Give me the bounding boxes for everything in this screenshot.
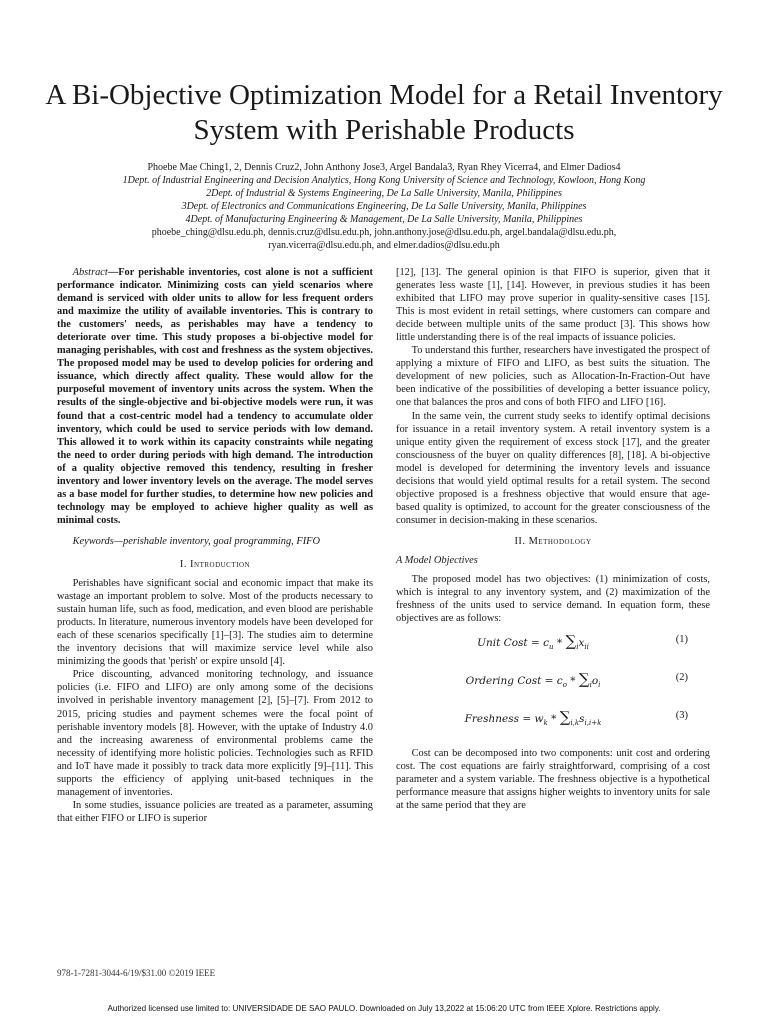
affiliation-3: 3Dept. of Electronics and Communications Engineering, De La Salle University, Manila, Philippines xyxy=(181,201,587,212)
license-notice: Authorized licensed use limited to: UNIVERSIDADE DE SAO PAULO. Downloaded on July 13,2022 at 15:06:20 UTC from IEEE Xplore. Restrictions apply. xyxy=(107,1004,661,1013)
closing-paragraph: Cost can be decomposed into two components: unit cost and ordering cost. The cost equations are fairly straightforward, comprising of a cost parameter and a system variable. The freshness objective is a hypothetical performance measure that assigns higher weights to inventory units for sale at the same period that they are xyxy=(396,748,710,812)
affiliation-2: 2Dept. of Industrial & Systems Engineering, De La Salle University, Manila, Philippines xyxy=(206,188,562,199)
right-paragraph-3: In the same vein, the current study seeks to identify optimal decisions for issuance in a retail inventory system. A retail inventory system is a unique entity given the requirement of excess stock [17], and the greater consciousness of the buyer on quality differences [8], [18]. A bi-objective model is developed for determining the inventory levels and issuance decisions that would yield optimal results for a retail system. The second objective proposed is a freshness objective that would ensure that age-based quality is optimized, to account for the greater consciousness of the consumer in decision-making in these scenarios. xyxy=(396,410,710,526)
abstract-text: —For perishable inventories, cost alone is not a sufficient performance indicator. Minimizing costs can yield scenarios where demand is serviced with older units to allow for less frequent orders and maximize the utility of available inventories. This is contrary to the customers' needs, as perishables may have a tendency to deteriorate over time. This study proposes a bi-objective model for managing perishables, with cost and freshness as the system objectives. The proposed model may be used to develop policies for ordering and issuance, which directly affect quality. These would allow for the purposeful movement of inventory units across the system. When the results of the single-objective and bi-objective models were run, it was found that a cost-centric model had a tendency to accumulate older inventory, which could be used to service periods with low demand. This allowed it to work within its capacity constraints while negating the need to order during periods with high demand. The introduction of a quality objective removed this tendency, resulting in fresher inventory and lower inventory levels on the average. The model serves as a base model for further studies, to determine how new policies and technology may be employed to achieve higher quality as well as minimal costs. xyxy=(57,267,373,526)
equation-number-2: (2) xyxy=(675,672,688,684)
abstract xyxy=(57,266,373,527)
email-line-2: ryan.vicerra@dlsu.edu.ph, and elmer.dadios@dlsu.edu.ph xyxy=(268,240,500,251)
affiliation-4: 4Dept. of Manufacturing Engineering & Management, De La Salle University, Manila, Philippines xyxy=(185,214,583,225)
equation-3: Freshness = $w_k * \sum_{i,k}s_{i,i+k}$ (3) xyxy=(464,708,688,728)
right-paragraph-1: [12], [13]. The general opinion is that FIFO is superior, given that it generates less waste [1], [14]. However, in previous studies it has been exhibited that LIFO may prove superior in quality-sensitive cases [15]. This is most evident in retail settings, where customers can compare and decide between multiple units of the same product [3]. This shows how little understanding there is of the real impacts of issuance policies. xyxy=(396,267,710,344)
author-list: Phoebe Mae Ching1, 2, Dennis Cruz2, John Anthony Jose3, Argel Bandala3, Ryan Rhey Vicerra4, and Elmer Dadios4 xyxy=(147,162,621,173)
copyright-code: 978-1-7281-3044-6/19/$31.00 ©2019 IEEE xyxy=(57,968,216,978)
equation-1: Unit Cost = $c_u * \sum_ix_{ii}$ (1) xyxy=(477,632,688,652)
paper-title: A Bi-Objective Optimization Model for a Retail Inventory System with Perishable Products xyxy=(45,79,723,146)
left-column xyxy=(57,266,373,825)
subsection-heading-model-objectives: A Model Objectives xyxy=(396,554,478,566)
equation-2: Ordering Cost = $c_o * \sum_io_i$ (2) xyxy=(465,670,688,690)
section-heading-introduction: I. Introduction xyxy=(179,558,251,570)
right-column xyxy=(396,266,710,812)
section-heading-methodology: II. Methodology xyxy=(514,535,592,547)
email-line-1: phoebe_ching@dlsu.edu.ph, dennis.cruz@dlsu.edu.ph, john.anthony.jose@dlsu.edu.ph, argel.bandala@dlsu.edu.ph, xyxy=(151,227,617,238)
intro-paragraph-3: In some studies, issuance policies are treated as a parameter, assuming that either FIFO or LIFO is superior xyxy=(57,799,373,824)
affiliation-1: 1Dept. of Industrial Engineering and Decision Analytics, Hong Kong University of Science and Technology, Kowloon, Hong Kong xyxy=(122,175,646,186)
abstract-lead: Abstract xyxy=(72,267,108,278)
intro-paragraph-2: Price discounting, advanced monitoring technology, and issuance policies (i.e. FIFO and LIFO) are only among some of the decisions involved in perishable inventory management [2], [5]–[7]. From 2012 to 2015, pricing studies and payment schemes were the focal point of perishable inventory models [8]. However, with the uptake of Industry 4.0 and the increasing awareness of environmental problems came the necessity of identifying more holistic policies. Technologies such as RFID and IoT have made it possibly to track data more explicitly [9]–[11]. This supports the efficiency of applying unit-based techniques in the management of inventories. xyxy=(57,669,373,798)
keywords: Keywords—perishable inventory, goal programming, FIFO xyxy=(72,535,321,547)
intro-paragraph-1: Perishables have significant social and economic impact that make its wastage an important problem to solve. Most of the products necessary to sustain human life, such as food, medication, and even blood are perishable products. In literature, numerous inventory models have been developed for each of these scenarios specifically [1]–[3]. The studies aim to determine the inventory decisions that will maximize service level while also minimizing the goods that 'perish' or expire unsold [4]. xyxy=(57,578,373,668)
equation-number-3: (3) xyxy=(675,710,688,722)
right-paragraph-2: To understand this further, researchers have investigated the prospect of applying a mixture of FIFO and LIFO, as best suits the situation. The development of new policies, such as Allocation-In-Fraction-Out have been indicative of the possibilities of developing a better issuance policy, one that balances the pros and cons of both FIFO and LIFO [16]. xyxy=(396,345,710,409)
method-paragraph: The proposed model has two objectives: (1) minimization of costs, which is integral to any inventory system, and (2) maximization of the freshness of the units used to service demand. In equation form, these objectives are as follows: xyxy=(396,574,710,625)
author-block xyxy=(40,161,728,252)
equation-number-1: (1) xyxy=(675,634,688,646)
